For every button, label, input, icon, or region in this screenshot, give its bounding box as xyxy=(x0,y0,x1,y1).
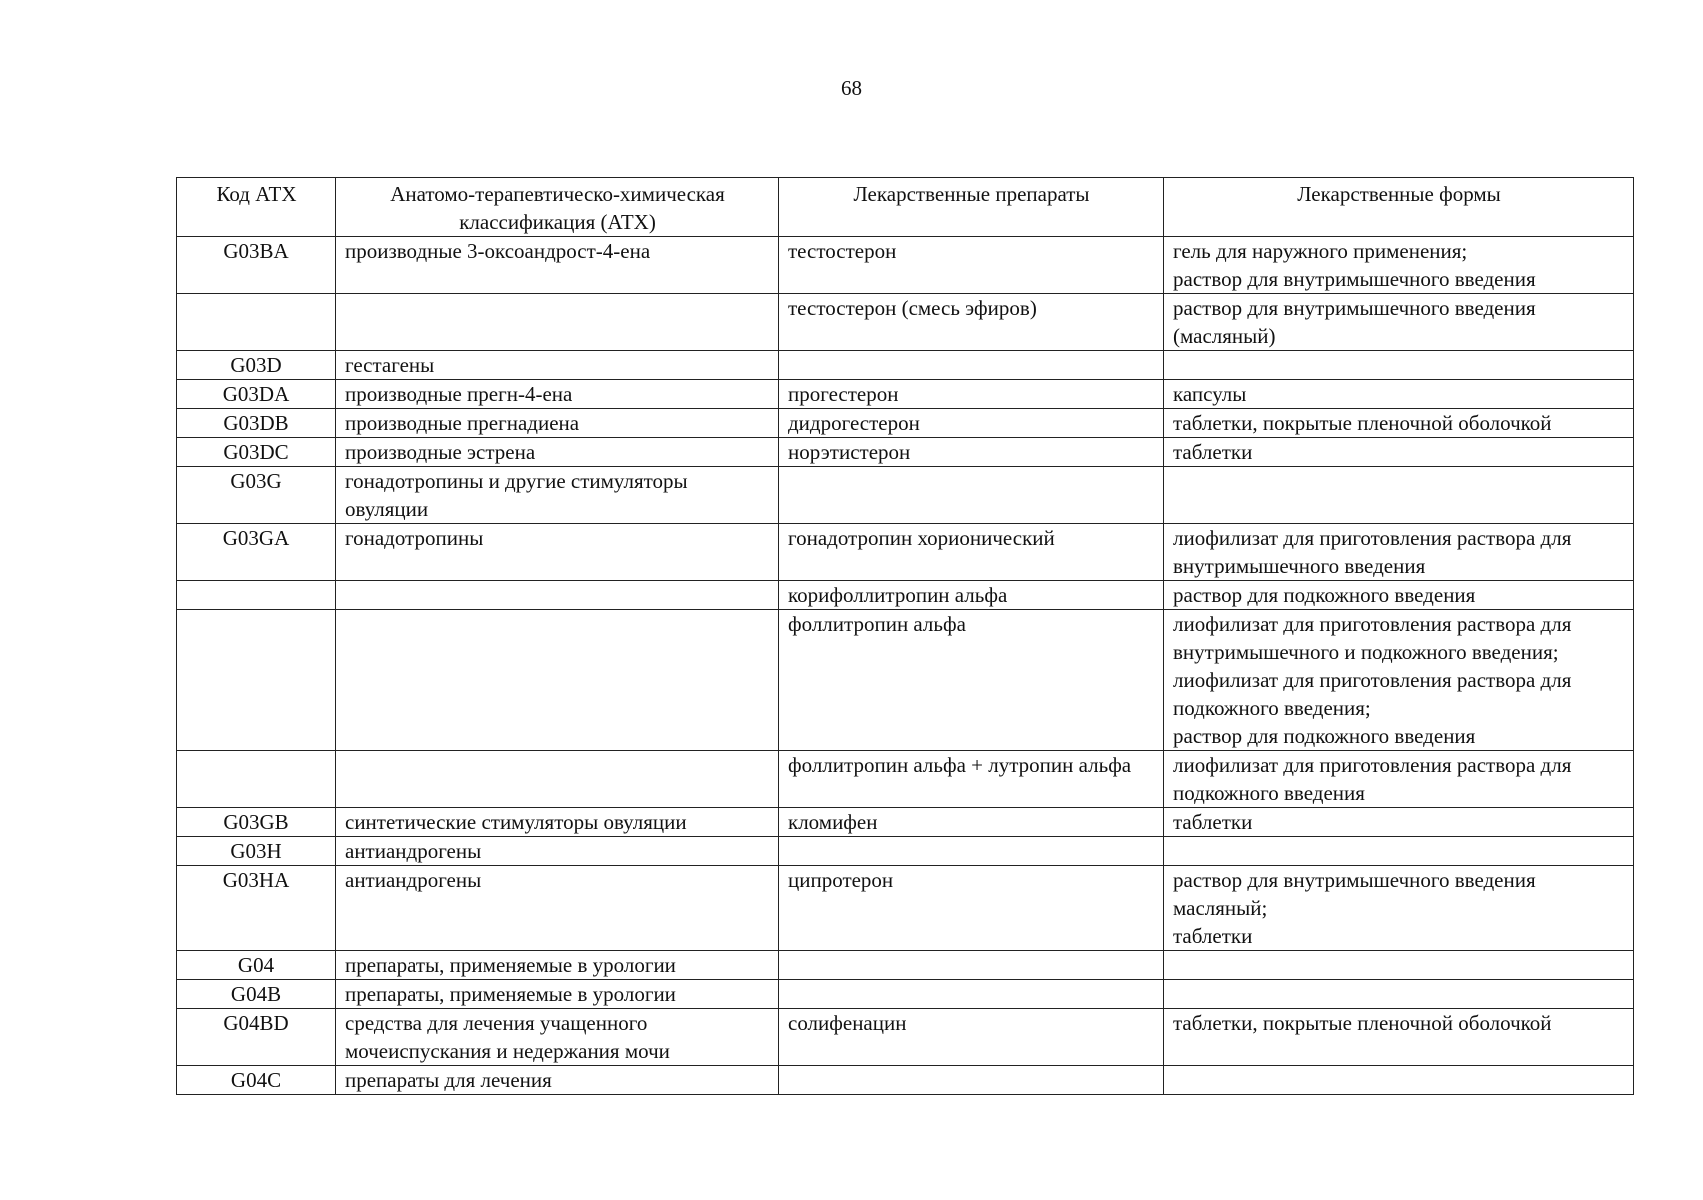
table-row xyxy=(177,438,1634,467)
classification-cell: производные прегн-4-ена xyxy=(336,380,779,409)
classification-cell: производные прегнадиена xyxy=(336,409,779,438)
drug-cell: ципротерон xyxy=(779,866,1164,951)
drug-cell: гонадотропин хорионический xyxy=(779,524,1164,581)
table-row xyxy=(177,409,1634,438)
dosage-form-cell: капсулы xyxy=(1164,380,1634,409)
dosage-form-cell: таблетки, покрытые пленочной оболочкой xyxy=(1164,1009,1634,1066)
header-drugs: Лекарственные препараты xyxy=(779,178,1164,237)
classification-cell xyxy=(336,294,779,351)
drug-cell: кломифен xyxy=(779,808,1164,837)
atx-code-cell: G03BA xyxy=(177,237,336,294)
atx-code-cell: G03D xyxy=(177,351,336,380)
atx-code-cell: G03HA xyxy=(177,866,336,951)
dosage-form-cell: лиофилизат для приготовления раствора для подкожного введения xyxy=(1164,751,1634,808)
page-number: 68 xyxy=(841,76,862,100)
table-row xyxy=(177,581,1634,610)
dosage-form-cell xyxy=(1164,467,1634,524)
drug-cell: дидрогестерон xyxy=(779,409,1164,438)
drug-cell: норэтистерон xyxy=(779,438,1164,467)
classification-cell: препараты, применяемые в урологии xyxy=(336,980,779,1009)
drug-cell: фоллитропин альфа xyxy=(779,610,1164,751)
header-dosage-forms: Лекарственные формы xyxy=(1164,178,1634,237)
classification-cell: производные эстрена xyxy=(336,438,779,467)
drug-cell xyxy=(779,951,1164,980)
classification-cell: антиандрогены xyxy=(336,866,779,951)
dosage-form-cell: раствор для внутримышечного введения масляный; таблетки xyxy=(1164,866,1634,951)
drug-cell: фоллитропин альфа + лутропин альфа xyxy=(779,751,1164,808)
dosage-form-cell: раствор для внутримышечного введения (масляный) xyxy=(1164,294,1634,351)
dosage-form-cell: таблетки xyxy=(1164,808,1634,837)
drug-cell xyxy=(779,1066,1164,1095)
drug-cell: солифенацин xyxy=(779,1009,1164,1066)
dosage-form-cell xyxy=(1164,980,1634,1009)
classification-cell: производные 3-оксоандрост-4-ена xyxy=(336,237,779,294)
table-row xyxy=(177,866,1634,951)
dosage-form-cell: лиофилизат для приготовления раствора для внутримышечного введения xyxy=(1164,524,1634,581)
dosage-form-cell: гель для наружного применения; раствор для внутримышечного введения xyxy=(1164,237,1634,294)
atx-code-cell: G03DB xyxy=(177,409,336,438)
header-atx-classification: Анатомо-терапевтическо-химическая классификация (АТХ) xyxy=(336,178,779,237)
dosage-form-cell: лиофилизат для приготовления раствора для внутримышечного и подкожного введения; лиофилизат для приготовления раствора для подкожного введения; раствор для подкожного введения xyxy=(1164,610,1634,751)
dosage-form-cell xyxy=(1164,1066,1634,1095)
header-atx-code: Код АТХ xyxy=(177,178,336,237)
table-row xyxy=(177,524,1634,581)
atx-code-cell: G03GB xyxy=(177,808,336,837)
table-row xyxy=(177,980,1634,1009)
atx-code-cell: G04BD xyxy=(177,1009,336,1066)
table-row xyxy=(177,351,1634,380)
table-header-row xyxy=(177,178,1634,237)
table-row xyxy=(177,610,1634,751)
atx-code-cell xyxy=(177,751,336,808)
dosage-form-cell: таблетки xyxy=(1164,438,1634,467)
classification-cell: синтетические стимуляторы овуляции xyxy=(336,808,779,837)
atx-code-cell: G03DA xyxy=(177,380,336,409)
atx-code-cell: G04C xyxy=(177,1066,336,1095)
dosage-form-cell xyxy=(1164,837,1634,866)
classification-cell: гонадотропины xyxy=(336,524,779,581)
classification-cell xyxy=(336,751,779,808)
atx-code-cell: G04 xyxy=(177,951,336,980)
classification-cell: гестагены xyxy=(336,351,779,380)
atx-code-cell: G03G xyxy=(177,467,336,524)
drug-cell: корифоллитропин альфа xyxy=(779,581,1164,610)
dosage-form-cell xyxy=(1164,951,1634,980)
table-row xyxy=(177,237,1634,294)
dosage-form-cell: таблетки, покрытые пленочной оболочкой xyxy=(1164,409,1634,438)
drug-cell: прогестерон xyxy=(779,380,1164,409)
atx-code-cell: G04B xyxy=(177,980,336,1009)
atx-code-cell: G03GA xyxy=(177,524,336,581)
classification-cell: антиандрогены xyxy=(336,837,779,866)
table-row xyxy=(177,951,1634,980)
table-row xyxy=(177,1009,1634,1066)
drug-cell: тестостерон (смесь эфиров) xyxy=(779,294,1164,351)
drug-cell xyxy=(779,837,1164,866)
dosage-form-cell: раствор для подкожного введения xyxy=(1164,581,1634,610)
atx-drug-table xyxy=(176,177,1634,1095)
table-row xyxy=(177,1066,1634,1095)
drug-cell xyxy=(779,351,1164,380)
atx-code-cell xyxy=(177,581,336,610)
atx-code-cell: G03DC xyxy=(177,438,336,467)
classification-cell: средства для лечения учащенного мочеиспускания и недержания мочи xyxy=(336,1009,779,1066)
classification-cell xyxy=(336,581,779,610)
drug-cell xyxy=(779,980,1164,1009)
table-row xyxy=(177,808,1634,837)
table-row xyxy=(177,294,1634,351)
dosage-form-cell xyxy=(1164,351,1634,380)
atx-code-cell xyxy=(177,610,336,751)
table-row xyxy=(177,751,1634,808)
drug-cell: тестостерон xyxy=(779,237,1164,294)
atx-code-cell: G03H xyxy=(177,837,336,866)
classification-cell: препараты для лечения xyxy=(336,1066,779,1095)
table-row xyxy=(177,467,1634,524)
classification-cell: гонадотропины и другие стимуляторы овуляции xyxy=(336,467,779,524)
classification-cell: препараты, применяемые в урологии xyxy=(336,951,779,980)
classification-cell xyxy=(336,610,779,751)
atx-code-cell xyxy=(177,294,336,351)
table-row xyxy=(177,380,1634,409)
drug-cell xyxy=(779,467,1164,524)
table-row xyxy=(177,837,1634,866)
